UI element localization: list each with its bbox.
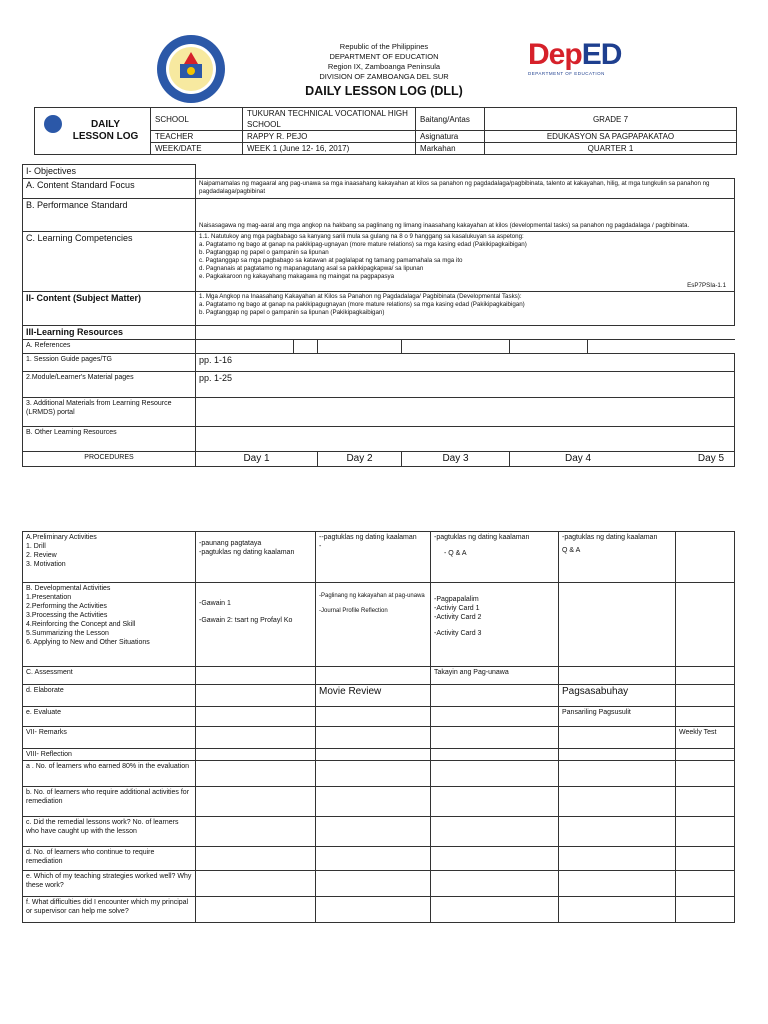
dev-day2: -Paglinang ng kakayahan at pag-unawa -Journal Profile Reflection <box>316 583 431 667</box>
elaborate-day4: Pagsasabuhay <box>559 685 676 707</box>
dev-day1: -Gawain 1 -Gawain 2: tsart ng Profayl Ko <box>196 583 316 667</box>
content-label: II- Content (Subject Matter) <box>23 292 196 326</box>
dev-label: B. Developmental Activities 1.Presentation 2.Performing the Activities 3.Processing the Activities 4.Reinforcing the Concept and Skill 5.Summarizing the Lesson 6. Applying to New and Other Situations <box>23 583 196 667</box>
reflection-d: d. No. of learners who continue to require remediation <box>23 847 196 871</box>
remarks-label: VII- Remarks <box>23 727 196 749</box>
lm-label: 2.Module/Learner's Material pages <box>23 372 196 398</box>
school-value: TUKURAN TECHNICAL VOCATIONAL HIGH SCHOOL <box>243 108 416 131</box>
procedures-table <box>22 531 735 923</box>
day-3-header: Day 3 <box>402 452 510 467</box>
subject-label: Asignatura <box>416 131 485 143</box>
remarks-day5: Weekly Test <box>676 727 735 749</box>
elaborate-day2: Movie Review <box>316 685 431 707</box>
lesson-table <box>22 164 735 467</box>
procedures-label: PROCEDURES <box>23 452 196 467</box>
day-4-header: Day 4 <box>565 453 592 464</box>
competency-item: c. Pagtanggap sa mga pagbabago sa katawan at paglalapat ng tamang pamamahala sa mga ito <box>199 257 463 264</box>
assessment-label: C. Assessment <box>23 667 196 685</box>
objectives-heading: I- Objectives <box>23 165 196 179</box>
tg-value: pp. 1-16 <box>196 354 735 372</box>
evaluate-label: e. Evaluate <box>23 707 196 727</box>
grade-label: Baitang/Antas <box>416 108 485 131</box>
content-line: b. Pagtanggap ng papel o gampanin sa lipunan (Pakikipagkaibigan) <box>199 309 385 316</box>
prelim-day1: -paunang pagtataya -pagtuklas ng dating kaalaman <box>196 532 316 583</box>
quarter-label: Markahan <box>416 143 485 155</box>
competency-item: b. Pagtanggap ng papel o gampanin sa lipunan <box>199 249 329 256</box>
document-title: DAILY LESSON LOG (DLL) <box>305 84 463 98</box>
resources-heading: III-Learning Resources <box>23 326 196 340</box>
info-table <box>34 107 737 155</box>
content-standard-label: A. Content Standard Focus <box>23 179 196 199</box>
content-lines <box>196 292 735 326</box>
assessment-day3: Takayin ang Pag-unawa <box>431 667 559 685</box>
prelim-day2: --pagtuklas ng dating kaalaman - <box>316 532 431 583</box>
grade-value: GRADE 7 <box>485 108 737 131</box>
header-republic: Republic of the Philippines <box>339 42 429 51</box>
elaborate-label: d. Elaborate <box>23 685 196 707</box>
reflection-label: VIII- Reflection <box>23 749 196 761</box>
week-value: WEEK 1 (June 12- 16, 2017) <box>243 143 416 155</box>
prelim-label: A.Preliminary Activities 1. Drill 2. Review 3. Motivation <box>23 532 196 583</box>
day-5-header: Day 5 <box>697 453 725 464</box>
deped-logo: DepED DEPARTMENT OF EDUCATION <box>528 40 628 80</box>
teacher-value: RAPPY R. PEJO <box>243 131 416 143</box>
evaluate-day4: Pansariling Pagsusulit <box>559 707 676 727</box>
teacher-label: TEACHER <box>151 131 243 143</box>
learning-competencies-list <box>196 232 735 292</box>
subject-value: EDUKASYON SA PAGPAPAKATAO <box>485 131 737 143</box>
lm-value: pp. 1-25 <box>196 372 735 398</box>
learning-competencies-label: C. Learning Competencies <box>23 232 196 292</box>
reflection-c: c. Did the remedial lessons work? No. of learners who have caught up with the lesson <box>23 817 196 847</box>
week-label: WEEK/DATE <box>151 143 243 155</box>
quarter-value: QUARTER 1 <box>485 143 737 155</box>
dev-day5 <box>676 583 735 667</box>
content-line: 1. Mga Angkop na Inaasahang Kakayahan at Kilos sa Panahon ng Pagdadalaga/ Pagbibinata (Developmental Tasks): <box>199 293 522 300</box>
competency-item: a. Pagtatamo ng bago at ganap na pakikipag-ugnayan (more mature relations) sa mga kasing edad (Pakikipagkaibigan) <box>199 241 527 248</box>
header-department: DEPARTMENT OF EDUCATION <box>329 52 439 61</box>
prelim-day3: -pagtuklas ng dating kaalaman - Q & A <box>431 532 559 583</box>
dll-title-1: DAILY <box>90 119 121 130</box>
day-2-header: Day 2 <box>318 452 402 467</box>
prelim-day4: -pagtuklas ng dating kaalaman Q & A <box>559 532 676 583</box>
dll-title-2: LESSON LOG <box>72 131 139 142</box>
deped-sub: DEPARTMENT OF EDUCATION <box>528 71 605 76</box>
competency-item: d. Pagnanais at pagtatamo ng mapanagutang asal sa pakikipagkapwa/ sa lipunan <box>199 265 424 272</box>
references-label: A. References <box>23 340 196 354</box>
header-division: DIVISION OF ZAMBOANGA DEL SUR <box>319 72 449 81</box>
small-seal-icon <box>44 115 62 133</box>
reflection-f: f. What difficulties did I encounter which my principal or supervisor can help me solve? <box>23 897 196 923</box>
content-standard-text: Naipamamalas ng magaaral ang pag-unawa sa mga inaasahang kakayahan at kilos sa panahon ng pagdadalaga/pagbibinata, talento at kakayahan, hilig, at mga tungkulin sa panahon ng pagdadalaga/pagbibinat <box>196 179 735 199</box>
performance-standard-text: Naisasagawa ng mag-aaral ang mga angkop na hakbang sa paglinang ng limang inaasahang kakayahan at kilos (developmental tasks) sa panahon ng pagdadalaga / pagbibinata. <box>196 199 735 232</box>
competency-item: 1.1. Natutukoy ang mga pagbabago sa kanyang sarili mula sa gulang na 8 o 9 hanggang sa kasalukuyan sa aspetong: <box>199 233 524 240</box>
competency-item: e. Pagkakaroon ng kakayahang makagawa ng maingat na pagpapasya <box>199 273 395 280</box>
competency-code: EsP7PSIa-1.1 <box>687 282 727 289</box>
performance-standard-label: B. Performance Standard <box>23 199 196 232</box>
dev-day4 <box>559 583 676 667</box>
day-1-header: Day 1 <box>196 452 318 467</box>
dev-day3: -Pagpapalalim -Activiy Card 1 -Activity Card 2 -Activity Card 3 <box>431 583 559 667</box>
content-line: a. Pagtatamo ng bago at ganap na pakikipagugnayan (more mature relations) sa mga kasing edad (Pakikipagkaibigan) <box>199 301 525 308</box>
reflection-a: a . No. of learners who earned 80% in the evaluation <box>23 761 196 787</box>
tg-label: 1. Session Guide pages/TG <box>23 354 196 372</box>
lrmds-label: 3. Additional Materials from Learning Resource (LRMDS) portal <box>23 398 196 427</box>
prelim-day5 <box>676 532 735 583</box>
school-label: SCHOOL <box>151 108 243 131</box>
other-resources-label: B. Other Learning Resources <box>23 427 196 452</box>
reflection-b: b. No. of learners who require additional activities for remediation <box>23 787 196 817</box>
reflection-e: e. Which of my teaching strategies worked well? Why these work? <box>23 871 196 897</box>
header-region: Region IX, Zamboanga Peninsula <box>327 62 441 71</box>
